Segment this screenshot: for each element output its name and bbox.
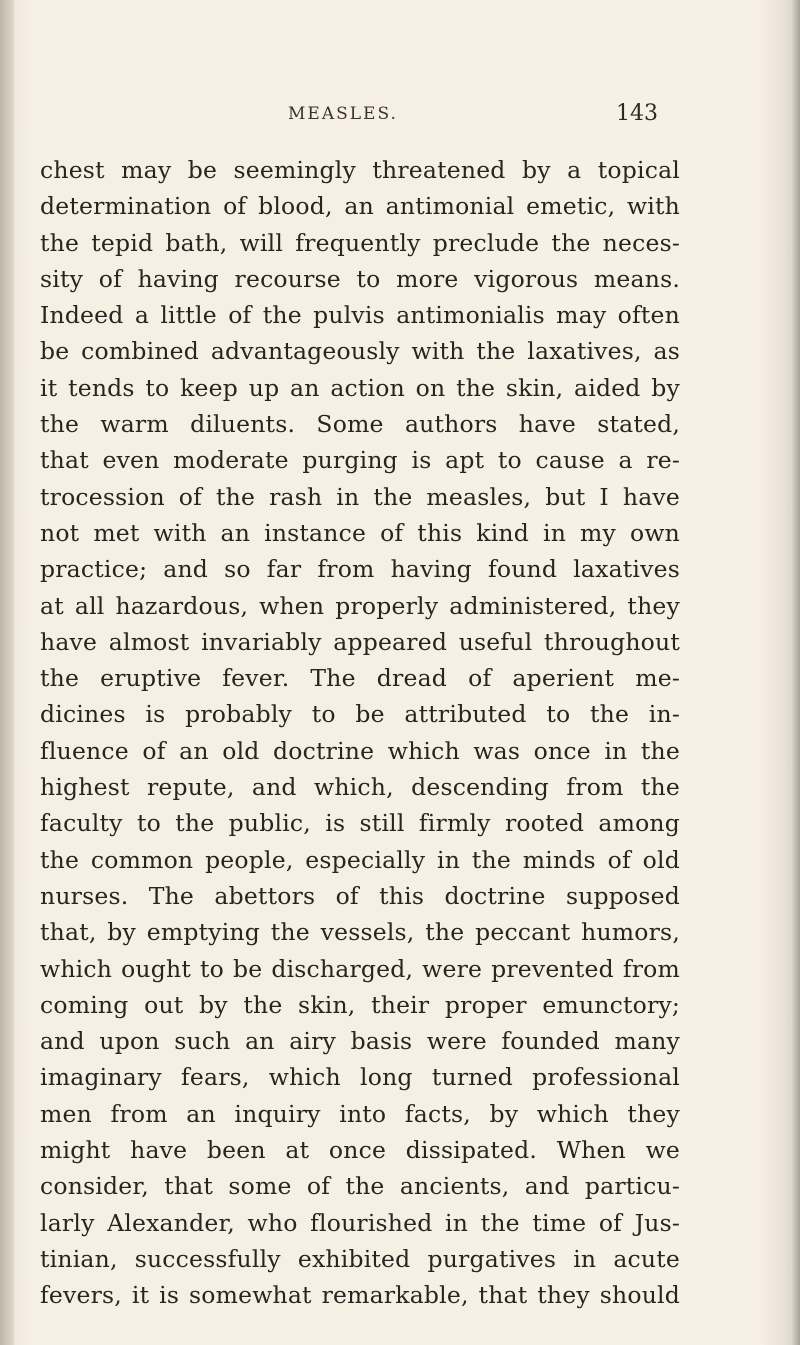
text-line: dicines is probably to be attributed to the in- xyxy=(40,700,680,729)
text-line: practice; and so far from having found laxatives xyxy=(40,555,680,584)
text-line: might have been at once dissipated. When we xyxy=(40,1136,680,1165)
page-gutter-left xyxy=(0,0,14,1345)
text-line: the eruptive fever. The dread of aperient me- xyxy=(40,664,680,693)
text-line: faculty to the public, is still firmly rooted among xyxy=(40,809,680,838)
body-text xyxy=(40,152,680,1314)
text-line: Indeed a little of the pulvis antimonialis may often xyxy=(40,301,680,330)
text-line: have almost invariably appeared useful throughout xyxy=(40,627,680,656)
text-line: trocession of the rash in the measles, but I have xyxy=(40,482,680,511)
text-line: it tends to keep up an action on the skin, aided by xyxy=(40,373,680,402)
page-number: 143 xyxy=(616,101,658,126)
text-line: the tepid bath, will frequently preclude the neces- xyxy=(40,228,680,257)
text-line: which ought to be discharged, were prevented from xyxy=(40,954,680,983)
text-line: fevers, it is somewhat remarkable, that they should xyxy=(40,1281,680,1310)
text-line: imaginary fears, which long turned professional xyxy=(40,1063,680,1092)
text-line: men from an inquiry into facts, by which they xyxy=(40,1099,680,1128)
page-edge-right xyxy=(790,0,800,1345)
text-line: consider, that some of the ancients, and particu- xyxy=(40,1172,680,1201)
text-line: fluence of an old doctrine which was once in the xyxy=(40,736,680,765)
text-line: sity of having recourse to more vigorous means. xyxy=(40,264,680,293)
text-line: and upon such an airy basis were founded many xyxy=(40,1027,680,1056)
text-line: tinian, successfully exhibited purgatives in acute xyxy=(40,1244,680,1273)
text-line: determination of blood, an antimonial emetic, with xyxy=(40,192,680,221)
text-line: the warm diluents. Some authors have stated, xyxy=(40,410,680,439)
text-line: highest repute, and which, descending from the xyxy=(40,773,680,802)
text-line: chest may be seemingly threatened by a topical xyxy=(40,156,680,184)
text-line: that even moderate purging is apt to cause a re- xyxy=(40,446,680,475)
text-line: that, by emptying the vessels, the peccant humors, xyxy=(40,918,680,947)
text-line: larly Alexander, who flourished in the time of Jus- xyxy=(40,1208,680,1237)
text-line: the common people, especially in the minds of old xyxy=(40,845,680,874)
text-line: at all hazardous, when properly administered, they xyxy=(40,591,680,620)
text-line: be combined advantageously with the laxatives, as xyxy=(40,337,680,366)
running-head: MEASLES. xyxy=(288,104,398,124)
text-line: coming out by the skin, their proper emunctory; xyxy=(40,990,680,1019)
text-line: not met with an instance of this kind in my own xyxy=(40,518,680,547)
text-line: nurses. The abettors of this doctrine supposed xyxy=(40,881,680,910)
